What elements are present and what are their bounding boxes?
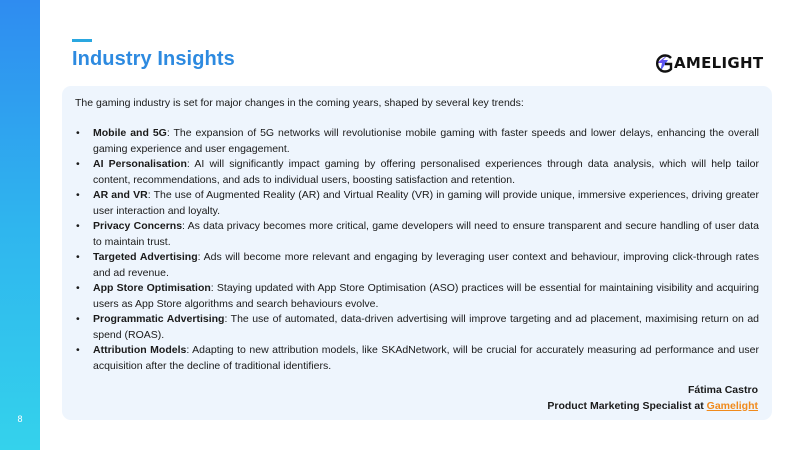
trend-text: : As data privacy becomes more critical, game developers will need to ensure transparent and secure handling of user data to maintain trust. [93, 220, 759, 248]
list-item [75, 126, 759, 157]
trend-title: Targeted Advertising [93, 251, 198, 263]
trend-text: : AI will significantly impact gaming by offering personalised experiences through data analysis, which will help tailor content, recommendations, and ads to individual users, boosting satisfaction and retention. [93, 158, 759, 186]
author-signature [547, 383, 758, 414]
page-number: 8 [17, 414, 23, 424]
trend-title: Programmatic Advertising [93, 313, 225, 325]
trend-text: : Adapting to new attribution models, like SKAdNetwork, will be crucial for accurately measuring ad performance and user acquisition after the decline of traditional identifiers. [93, 344, 759, 372]
trend-text: : The use of automated, data-driven advertising will improve targeting and ad placement, maximising return on ad spend (ROAS). [93, 313, 759, 341]
bullet: • [76, 158, 80, 170]
title-accent-line [72, 39, 92, 42]
bullet: • [76, 220, 80, 232]
list-item [75, 188, 759, 219]
bullet: • [76, 344, 80, 356]
bullet: • [76, 251, 80, 263]
trend-title: AR and VR [93, 189, 148, 201]
trend-text: : The expansion of 5G networks will revolutionise mobile gaming with faster speeds and lower delays, enhancing the overall gaming experience and user engagement. [93, 127, 759, 155]
insights-card [62, 86, 772, 420]
bullet: • [76, 313, 80, 325]
author-name: Fátima Castro [687, 384, 758, 396]
list-item [75, 281, 759, 312]
gamelight-logo [654, 50, 774, 76]
trend-title: AI Personalisation [93, 158, 187, 170]
page-title: Industry Insights [72, 48, 235, 70]
bullet: • [76, 189, 80, 201]
bullet: • [76, 282, 80, 294]
logo-wordmark: AMELIGHT [674, 54, 764, 72]
list-item [75, 343, 759, 374]
company-link[interactable]: Gamelight [706, 399, 758, 412]
trend-list [75, 126, 759, 374]
list-item [75, 312, 759, 343]
list-item [75, 219, 759, 250]
bullet: • [76, 127, 80, 139]
trend-title: Privacy Concerns [93, 220, 183, 232]
trend-title: App Store Optimisation [93, 282, 211, 294]
trend-title: Mobile and 5G [93, 127, 167, 139]
list-item [75, 250, 759, 281]
trend-text: : Staying updated with App Store Optimisation (ASO) practices will be essential for maintaining visibility and acquiring users as App Store algorithms and search behaviours evolve. [93, 282, 759, 310]
list-item [75, 157, 759, 188]
author-role [547, 399, 758, 415]
gamelight-g-icon [654, 50, 674, 76]
side-accent-bar [0, 0, 40, 450]
trend-text: : The use of Augmented Reality (AR) and Virtual Reality (VR) in gaming will provide unique, immersive experiences, driving greater user interaction and loyalty. [93, 189, 759, 217]
trend-text: : Ads will become more relevant and engaging by leveraging user context and behaviour, improving click-through rates and ad revenue. [93, 251, 759, 279]
trend-title: Attribution Models [93, 344, 187, 356]
author-role-text: Product Marketing Specialist at [547, 399, 707, 412]
intro-paragraph: The gaming industry is set for major changes in the coming years, shaped by several key trends: [75, 97, 524, 109]
